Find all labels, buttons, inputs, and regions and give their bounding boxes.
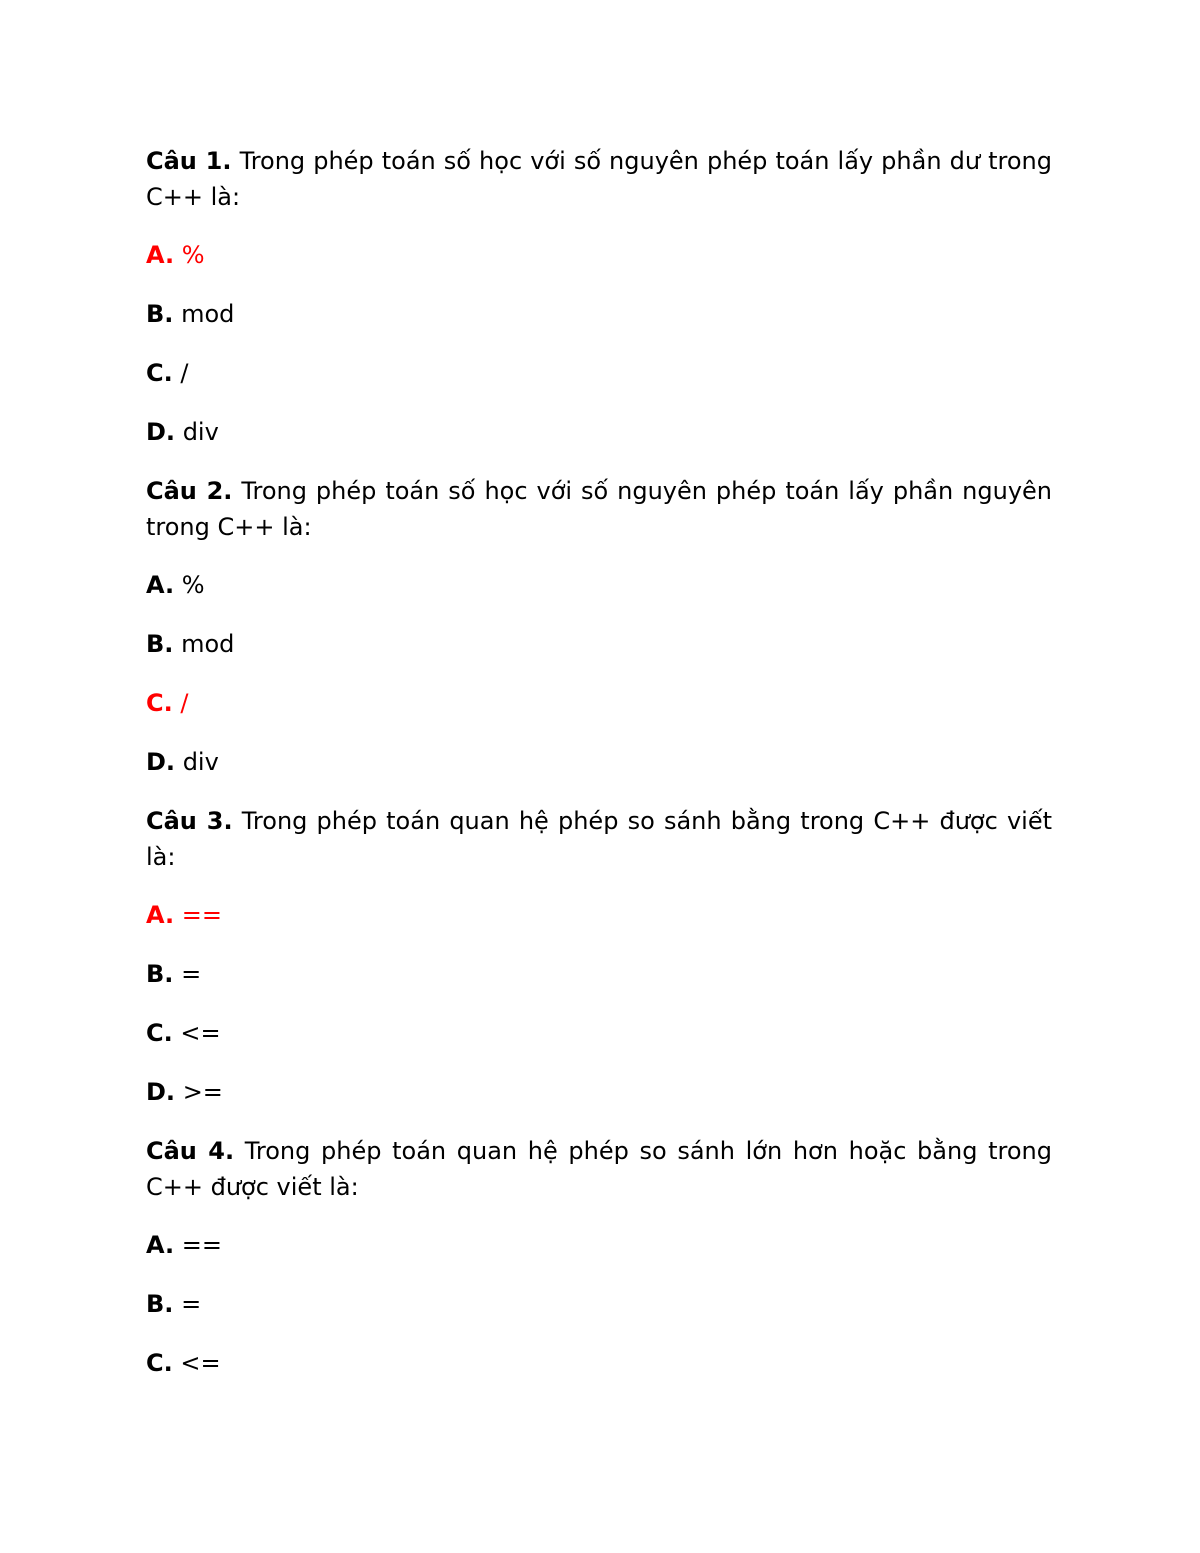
option-label: B. (146, 1290, 174, 1318)
question-body: Trong phép toán số học với số nguyên phép toán lấy phần dư trong C++ là: (146, 147, 1052, 211)
question-text (146, 473, 1052, 545)
option-label: D. (146, 418, 176, 446)
option-text: <= (180, 1019, 221, 1047)
question-label: Câu 1. (146, 147, 232, 175)
option-c (146, 355, 1052, 391)
question-label: Câu 2. (146, 477, 233, 505)
option-text: == (181, 1231, 222, 1259)
question-1 (146, 143, 1052, 450)
option-c (146, 1015, 1052, 1051)
option-text: % (181, 241, 205, 269)
option-label: B. (146, 630, 174, 658)
option-label: C. (146, 1349, 173, 1377)
option-text: / (180, 359, 189, 387)
option-text: == (181, 901, 222, 929)
option-label: A. (146, 901, 175, 929)
option-label: A. (146, 1231, 175, 1259)
option-d (146, 744, 1052, 780)
option-label: A. (146, 571, 175, 599)
option-label: D. (146, 748, 176, 776)
question-body: Trong phép toán quan hệ phép so sánh lớn hơn hoặc bằng trong C++ được viết là: (146, 1137, 1052, 1201)
option-text: div (182, 748, 219, 776)
question-label: Câu 4. (146, 1137, 235, 1165)
question-2 (146, 473, 1052, 780)
option-text: >= (182, 1078, 223, 1106)
question-label: Câu 3. (146, 807, 233, 835)
option-label: C. (146, 689, 173, 717)
option-label: D. (146, 1078, 176, 1106)
option-d (146, 414, 1052, 450)
option-c (146, 685, 1052, 721)
option-label: C. (146, 1019, 173, 1047)
option-b (146, 296, 1052, 332)
option-text: <= (180, 1349, 221, 1377)
option-label: B. (146, 960, 174, 988)
question-text (146, 143, 1052, 215)
option-a (146, 897, 1052, 933)
question-body: Trong phép toán quan hệ phép so sánh bằng trong C++ được viết là: (146, 807, 1052, 871)
quiz-document (146, 143, 1052, 1404)
option-text: mod (181, 630, 235, 658)
option-text: = (181, 1290, 202, 1318)
option-text: % (181, 571, 205, 599)
option-label: B. (146, 300, 174, 328)
question-4 (146, 1133, 1052, 1381)
option-a (146, 237, 1052, 273)
option-text: = (181, 960, 202, 988)
option-label: C. (146, 359, 173, 387)
option-text: / (180, 689, 189, 717)
option-b (146, 1286, 1052, 1322)
option-b (146, 956, 1052, 992)
question-text (146, 1133, 1052, 1205)
option-a (146, 1227, 1052, 1263)
question-3 (146, 803, 1052, 1110)
option-b (146, 626, 1052, 662)
option-c (146, 1345, 1052, 1381)
option-d (146, 1074, 1052, 1110)
option-label: A. (146, 241, 175, 269)
option-a (146, 567, 1052, 603)
question-body: Trong phép toán số học với số nguyên phép toán lấy phần nguyên trong C++ là: (146, 477, 1052, 541)
question-text (146, 803, 1052, 875)
option-text: div (182, 418, 219, 446)
option-text: mod (181, 300, 235, 328)
